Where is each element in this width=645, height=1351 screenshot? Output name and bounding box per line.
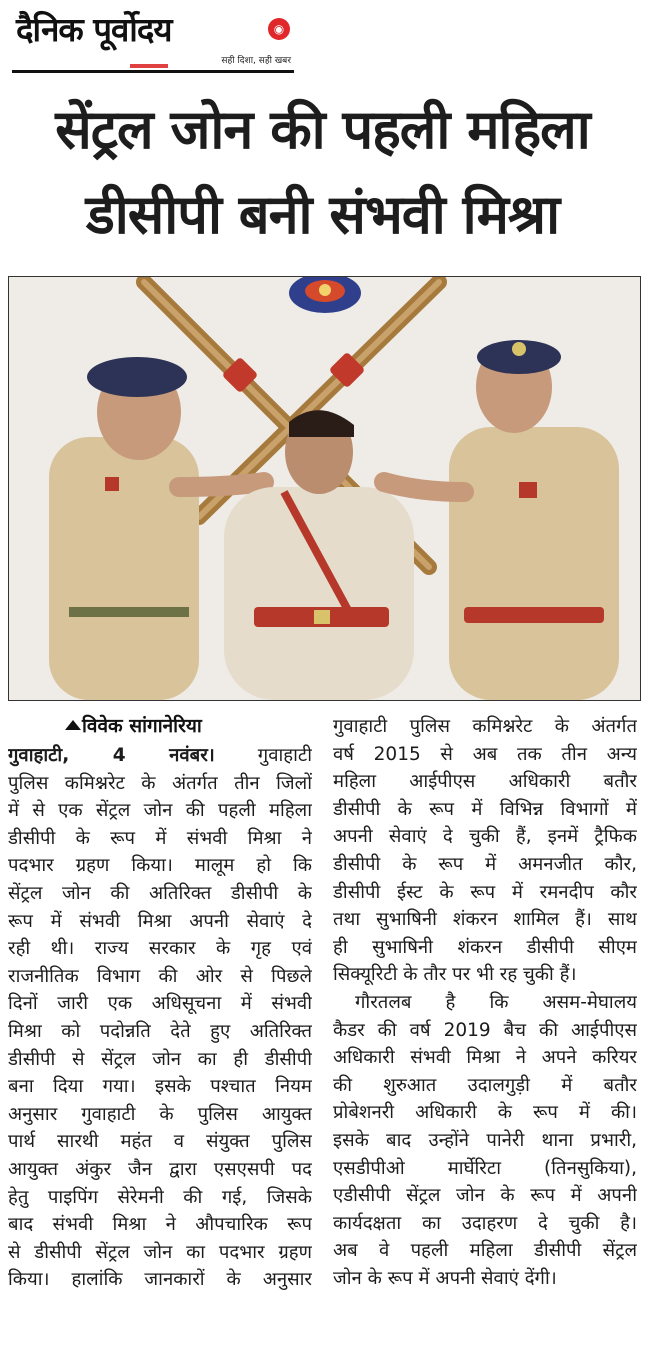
- masthead-logo-icon: ◉: [268, 18, 290, 40]
- headline-line-1: सेंट्रल जोन की पहली महिला: [55, 98, 590, 161]
- right-line: डीसीपी ईस्ट के रूप में रमनदीप कौर: [333, 881, 637, 903]
- right-line: डीसीपी के रूप में अमनजीत कौर,: [333, 853, 637, 875]
- left-line: में से एक सेंट्रल जोन की पहली महिला: [8, 800, 312, 822]
- dateline: गुवाहाटी, 4 नवंबर।: [8, 745, 215, 766]
- left-line: आयुक्त अंकुर जैन द्वारा एसएसपी पद: [8, 1158, 312, 1180]
- left-line: बना दिया गया। इसके पश्चात नियम: [8, 1076, 312, 1098]
- left-line: बाद संभवी मिश्रा ने औपचारिक रूप: [8, 1214, 312, 1236]
- masthead-name: दैनिक पूर्वोदय: [16, 10, 172, 49]
- masthead-accent-bar: [130, 64, 168, 68]
- masthead: [10, 6, 291, 72]
- right-line: अब वे पहली महिला डीसीपी सेंट्रल: [333, 1240, 637, 1262]
- right-line: तथा सुभाषिनी शंकरन शामिल हैं। साथ: [333, 909, 637, 931]
- left-line: हेतु पाइपिंग सेरेमनी की गई, जिसके: [8, 1186, 312, 1208]
- left-line: से डीसीपी सेंट्रल जोन का पदभार ग्रहण: [8, 1241, 312, 1263]
- right-line: प्रोबेशनरी अधिकारी के रूप में की।: [333, 1102, 637, 1124]
- news-photo: [8, 276, 641, 701]
- article-column-right: [333, 713, 637, 1292]
- right-line: वर्ष 2015 से अब तक तीन अन्य: [333, 743, 637, 765]
- right-line: इसके बाद उन्होंने पानेरी थाना प्रभारी,: [333, 1129, 637, 1151]
- right-line-paragraph-start: गौरतलब है कि असम-मेघालय: [355, 991, 637, 1013]
- left-line: पार्थ सारथी महंत व संयुक्त पुलिस: [8, 1131, 312, 1153]
- left-line: डीसीपी के रूप में संभवी मिश्रा ने: [8, 827, 312, 849]
- right-line: ही सुभाषिनी शंकरन डीसीपी सीएम: [333, 936, 637, 958]
- photo-illustration: [9, 277, 640, 700]
- left-line: डीसीपी से सेंट्रल जोन का ही डीसीपी: [8, 1048, 312, 1070]
- left-line-1: गुवाहाटी, 4 नवंबर। गुवाहाटी: [8, 745, 312, 766]
- headline-line-2: डीसीपी बनी संभवी मिश्रा: [85, 183, 560, 246]
- right-line: की शुरुआत उदालगुड़ी में बतौर: [333, 1074, 637, 1096]
- right-line: कार्यदक्षता का उदाहरण दे चुकी है।: [333, 1212, 637, 1234]
- masthead-rule: [12, 70, 294, 73]
- byline-triangle-icon: [65, 720, 81, 730]
- left-line: पदभार ग्रहण किया। मालूम हो कि: [8, 855, 312, 877]
- left-line: राजनीतिक विभाग की ओर से पिछले: [8, 965, 312, 987]
- left-line: किया। हालांकि जानकारों के अनुसार: [8, 1269, 312, 1291]
- right-line: सिक्यूरिटी के तौर पर भी रह चुकी हैं।: [333, 964, 577, 986]
- right-line: महिला आईपीएस अधिकारी बतौर: [333, 771, 637, 793]
- left-line: अनुसार गुवाहाटी के पुलिस आयुक्त: [8, 1103, 312, 1125]
- right-line: डीसीपी के रूप में विभिन्न विभागों में: [333, 798, 637, 820]
- right-line: जोन के रूप में अपनी सेवाएं देंगी।: [333, 1267, 557, 1289]
- right-line: एसडीपीओ मार्घेरिटा (तिनसुकिया),: [333, 1157, 637, 1179]
- left-line: रही थी। राज्य सरकार के गृह एवं: [8, 938, 312, 960]
- right-line: अपनी सेवाएं दे चुकी हैं, इनमें ट्रैफिक: [333, 826, 637, 848]
- masthead-tagline: सही दिशा, सही खबर: [221, 56, 291, 66]
- left-line: पुलिस कमिश्नरेट के अंतर्गत तीन जिलों: [8, 772, 312, 794]
- byline: विवेक सांगानेरिया: [82, 715, 202, 737]
- left-line: रूप में संभवी मिश्रा अपनी सेवाएं दे: [8, 910, 312, 932]
- article-column-left: [8, 742, 312, 1294]
- left-line: सेंट्रल जोन की अतिरिक्त डीसीपी के: [8, 882, 312, 904]
- right-line: एडीसीपी सेंट्रल जोन के रूप में अपनी: [333, 1185, 637, 1207]
- right-line: अधिकारी संभवी मिश्रा ने अपने करियर: [333, 1047, 637, 1069]
- left-line: दिनों जारी एक अधिसूचना में संभवी: [8, 993, 312, 1015]
- left-line: मिश्रा को पदोन्नति देते हुए अतिरिक्त: [8, 1020, 312, 1042]
- right-line: कैडर की वर्ष 2019 बैच की आईपीएस: [333, 1019, 637, 1041]
- right-line: गुवाहाटी पुलिस कमिश्नरेट के अंतर्गत: [333, 716, 637, 737]
